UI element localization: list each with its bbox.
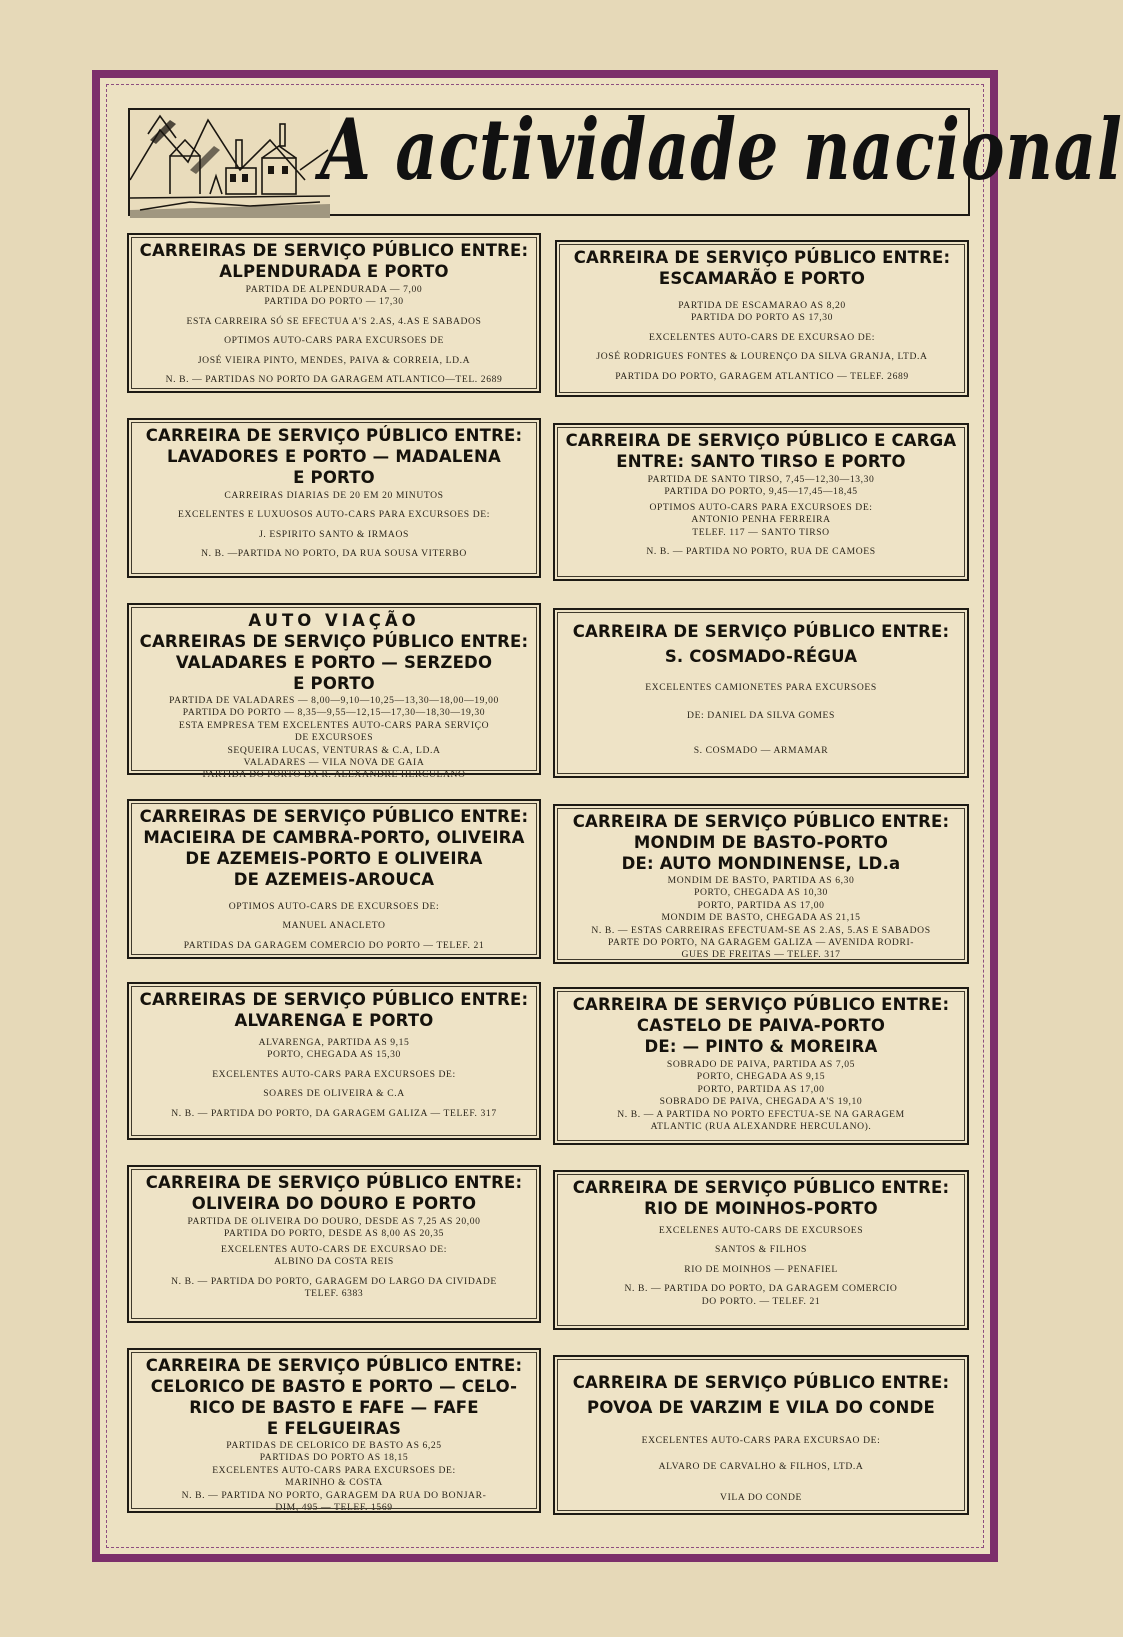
ad-text-line: DE: DANIEL DA SILVA GOMES (687, 710, 835, 722)
ad-text-line: PARTIDA DE SANTO TIRSO, 7,45—12,30—13,30 (647, 474, 875, 485)
ad-text-line: PORTO, CHEGADA AS 15,30 (267, 1049, 401, 1061)
ad-text-line: VILA DO CONDE (720, 1491, 802, 1503)
ad-text-line: JOSÉ RODRIGUES FONTES & LOURENÇO DA SILVA GRANJA, LTD.A (596, 351, 928, 363)
ad-text-line: J. ESPIRITO SANTO & IRMAOS (259, 528, 409, 540)
ad-text-line: N. B. — A PARTIDA NO PORTO EFECTUA-SE NA GARAGEM (617, 1108, 905, 1120)
ad-text-line: PARTIDA DO PORTO, 9,45—17,45—18,45 (664, 486, 858, 498)
ad-text-line: DIM, 495 — TELEF. 1569 (275, 1502, 393, 1514)
ad-text-line: DO PORTO. — TELEF. 21 (701, 1295, 821, 1307)
ad-text-line: ALVARENGA, PARTIDA AS 9,15 (258, 1037, 410, 1048)
ad-macieira-de-cambra-porto (127, 799, 541, 959)
ad-title-line: CARREIRAS DE SERVIÇO PÚBLICO ENTRE: (139, 632, 529, 651)
ad-text-line: EXCELENTES E LUXUOSOS AUTO-CARS PARA EXCURSOES DE: (178, 509, 490, 521)
ad-title-line: CARREIRA DE SERVIÇO PÚBLICO ENTRE: (572, 1178, 950, 1197)
ad-title-line: CARREIRA DE SERVIÇO PÚBLICO ENTRE: (572, 995, 950, 1014)
ad-escamarao-porto (555, 240, 969, 397)
ad-text-line: N. B. — PARTIDA NO PORTO, GARAGEM DA RUA DO BONJAR- (181, 1489, 487, 1501)
ad-text-line: PARTIDA DO PORTO AS 17,30 (690, 312, 834, 324)
ad-oliveira-do-douro-porto (127, 1165, 541, 1323)
ad-title-line: CASTELO DE PAIVA-PORTO (636, 1016, 886, 1035)
ad-text-line: OPTIMOS AUTO-CARS PARA EXCURSOES DE (224, 335, 444, 347)
ad-title-line: CARREIRA DE SERVIÇO PÚBLICO E CARGA (565, 431, 957, 450)
ad-text-line: EXCELENTES AUTO-CARS DE EXCURSAO DE: (220, 1243, 448, 1255)
ad-valadares-porto (127, 603, 541, 781)
ad-s-cosmado-regua (553, 608, 969, 778)
ad-text-line: EXCELENES AUTO-CARS DE EXCURSOES (658, 1225, 864, 1236)
ad-title-line: CARREIRA DE SERVIÇO PÚBLICO ENTRE: (572, 812, 950, 831)
ad-title-line: E PORTO (293, 674, 375, 693)
ad-text-line: PARTIDAS DE CELORICO DE BASTO AS 6,25 (226, 1440, 442, 1451)
ad-santo-tirso-porto (553, 423, 969, 581)
ad-text-line: SOARES DE OLIVEIRA & C.A (263, 1088, 405, 1100)
ad-text-line: EXCELENTES AUTO-CARS PARA EXCURSOES DE: (212, 1464, 456, 1476)
ad-title-line: VALADARES E PORTO — SERZEDO (175, 653, 493, 672)
ad-text-line: SEQUEIRA LUCAS, VENTURAS & C.A, LD.A (227, 744, 441, 756)
ad-text-line: PARTIDA DE ESCAMARAO AS 8,20 (678, 300, 846, 311)
ad-text-line: SOBRADO DE PAIVA, PARTIDA AS 7,05 (666, 1059, 856, 1070)
ad-title-line: E FELGUEIRAS (266, 1419, 402, 1438)
ad-text-line: JOSÉ VIEIRA PINTO, MENDES, PAIVA & CORREIA, LD.A (197, 354, 471, 366)
ad-text-line: PARTIDA DO PORTO, DESDE AS 8,00 AS 20,35 (223, 1228, 445, 1240)
ad-text-line: RIO DE MOINHOS — PENAFIEL (684, 1263, 838, 1275)
ad-text-line: GUES DE FREITAS — TELEF. 317 (681, 949, 841, 961)
ad-text-line: PARTIDAS DO PORTO AS 18,15 (259, 1452, 409, 1464)
ad-text-line: N. B. — ESTAS CARREIRAS EFECTUAM-SE AS 2.AS, 5.AS E SABADOS (591, 924, 931, 936)
ad-text-line: PARTIDA DO PORTO — 8,35—9,55—12,15—17,30—18,30—19,30 (182, 707, 486, 719)
ad-text-line: ESTA EMPRESA TEM EXCELENTES AUTO-CARS PARA SERVIÇO (178, 719, 490, 731)
ad-text-line: PARTIDA DE OLIVEIRA DO DOURO, DESDE AS 7,25 AS 20,00 (187, 1216, 481, 1227)
ad-mondim-de-basto-porto (553, 804, 969, 964)
ad-text-line: MONDIM DE BASTO, CHEGADA AS 21,15 (661, 912, 861, 924)
ad-title-line: MACIEIRA DE CAMBRA-PORTO, OLIVEIRA (143, 828, 525, 847)
ad-title-line: DE: AUTO MONDINENSE, LD.a (621, 854, 901, 873)
ad-title-line: CARREIRA DE SERVIÇO PÚBLICO ENTRE: (573, 248, 951, 267)
ad-title-line: CARREIRAS DE SERVIÇO PÚBLICO ENTRE: (139, 807, 529, 826)
ad-text-line: PARTE DO PORTO, NA GARAGEM GALIZA — AVENIDA RODRI- (607, 937, 915, 949)
ad-text-line: EXCELENTES AUTO-CARS PARA EXCURSOES DE: (212, 1068, 456, 1080)
ad-text-line: N. B. — PARTIDAS NO PORTO DA GARAGEM ATLANTICO—TEL. 2689 (165, 374, 503, 386)
ad-lavadores-porto (127, 418, 541, 578)
ad-text-line: TELEF. 117 — SANTO TIRSO (692, 526, 830, 538)
ad-text-line: MONDIM DE BASTO, PARTIDA AS 6,30 (667, 875, 855, 886)
ad-title-line: AUTO VIAÇÃO (248, 611, 420, 630)
ad-title-line: DE AZEMEIS-PORTO E OLIVEIRA (185, 849, 483, 868)
ad-text-line: OPTIMOS AUTO-CARS PARA EXCURSOES DE: (649, 501, 873, 513)
ad-text-line: ANTONIO PENHA FERREIRA (691, 514, 831, 526)
ad-title-line: OLIVEIRA DO DOURO E PORTO (191, 1194, 477, 1213)
ad-text-line: VALADARES — VILA NOVA DE GAIA (243, 757, 425, 769)
ad-text-line: ATLANTIC (RUA ALEXANDRE HERCULANO). (650, 1121, 872, 1133)
ad-povoa-de-varzim-vila-do-conde (553, 1355, 969, 1515)
ad-text-line: DE EXCURSOES (294, 732, 374, 744)
ad-text-line: PARTIDA DO PORTO — 17,30 (264, 296, 404, 308)
ad-text-line: N. B. — PARTIDA DO PORTO, DA GARAGEM GALIZA — TELEF. 317 (171, 1107, 497, 1119)
ad-title-line: CARREIRA DE SERVIÇO PÚBLICO ENTRE: (145, 1173, 523, 1192)
ad-text-line: PORTO, CHEGADA AS 9,15 (696, 1071, 826, 1083)
ad-title-line: CARREIRAS DE SERVIÇO PÚBLICO ENTRE: (139, 990, 529, 1009)
ad-title-line: ALVARENGA E PORTO (234, 1011, 434, 1030)
ad-title-line: DE: — PINTO & MOREIRA (644, 1037, 878, 1056)
ad-text-line: EXCELENTES CAMIONETES PARA EXCURSOES (645, 682, 877, 693)
ad-text-line: EXCELENTES AUTO-CARS DE EXCURSAO DE: (648, 331, 876, 343)
ad-alvarenga-porto (127, 982, 541, 1140)
ad-text-line: N. B. — PARTIDA DO PORTO, GARAGEM DO LARGO DA CIVIDADE (171, 1275, 497, 1287)
ad-text-line: MARINHO & COSTA (285, 1477, 383, 1489)
ad-text-line: ALVARO DE CARVALHO & FILHOS, LTD.A (658, 1461, 864, 1473)
ad-castelo-de-paiva-porto (553, 987, 969, 1145)
ad-title-line: MONDIM DE BASTO-PORTO (633, 833, 889, 852)
ad-title-line: POVOA DE VARZIM E VILA DO CONDE (587, 1398, 935, 1417)
ad-title-line: CARREIRA DE SERVIÇO PÚBLICO ENTRE: (145, 1356, 523, 1375)
masthead-title: A actividade nacional (320, 100, 1123, 199)
ad-title-line: RICO DE BASTO E FAFE — FAFE (189, 1398, 479, 1417)
ad-text-line: EXCELENTES AUTO-CARS PARA EXCURSAO DE: (641, 1435, 881, 1446)
ad-title-line: E PORTO (293, 468, 375, 487)
ad-title-line: CARREIRA DE SERVIÇO PÚBLICO ENTRE: (572, 1373, 950, 1392)
ad-alpendurada-porto (127, 233, 541, 393)
ad-text-line: PARTIDA DO PORTO DA R. ALEXANDRE HERCULANO (202, 769, 466, 781)
ad-text-line: N. B. — PARTIDA DO PORTO, DA GARAGEM COMERCIO (624, 1283, 898, 1295)
ad-celorico-de-basto-porto (127, 1348, 541, 1513)
ad-text-line: PORTO, PARTIDA AS 17,00 (697, 1083, 825, 1095)
ad-text-line: N. B. —PARTIDA NO PORTO, DA RUA SOUSA VITERBO (201, 548, 467, 560)
ad-title-line: ESCAMARÃO E PORTO (658, 269, 866, 288)
ad-text-line: PARTIDA DO PORTO, GARAGEM ATLANTICO — TELEF. 2689 (615, 370, 909, 382)
ad-text-line: MANUEL ANACLETO (282, 920, 386, 932)
masthead (128, 100, 1123, 216)
ad-text-line: PARTIDA DE ALPENDURADA — 7,00 (245, 284, 423, 295)
ad-text-line: PARTIDA DE VALADARES — 8,00—9,10—10,25—13,30—18,00—19,00 (169, 695, 499, 706)
ad-text-line: SOBRADO DE PAIVA, CHEGADA A'S 19,10 (659, 1096, 863, 1108)
ad-text-line: N. B. — PARTIDA NO PORTO, RUA DE CAMOES (646, 546, 876, 558)
ad-text-line: S. COSMADO — ARMAMAR (693, 744, 829, 756)
ad-text-line: PORTO, CHEGADA AS 10,30 (694, 887, 828, 899)
ad-text-line: SANTOS & FILHOS (715, 1244, 807, 1256)
ad-text-line: OPTIMOS AUTO-CARS DE EXCURSOES DE: (228, 901, 440, 912)
ad-title-line: CARREIRA DE SERVIÇO PÚBLICO ENTRE: (572, 622, 950, 641)
ad-title-line: S. COSMADO-RÉGUA (664, 647, 858, 666)
ad-title-line: RIO DE MOINHOS-PORTO (644, 1199, 878, 1218)
ad-title-line: CARREIRAS DE SERVIÇO PÚBLICO ENTRE: (139, 241, 529, 260)
ad-rio-de-moinhos-porto (553, 1170, 969, 1330)
ad-title-line: DE AZEMEIS-AROUCA (233, 870, 435, 889)
ad-title-line: CARREIRA DE SERVIÇO PÚBLICO ENTRE: (145, 426, 523, 445)
industrial-landscape-illustration (130, 110, 330, 218)
ad-title-line: ALPENDURADA E PORTO (219, 262, 449, 281)
ad-title-line: ENTRE: SANTO TIRSO E PORTO (616, 452, 906, 471)
ad-text-line: PORTO, PARTIDA AS 17,00 (697, 899, 825, 911)
ad-text-line: CARREIRAS DIARIAS DE 20 EM 20 MINUTOS (224, 490, 444, 501)
ad-text-line: ESTA CARREIRA SÓ SE EFECTUA A'S 2.AS, 4.AS E SABADOS (186, 315, 482, 327)
ad-text-line: PARTIDAS DA GARAGEM COMERCIO DO PORTO — TELEF. 21 (183, 939, 485, 951)
ad-title-line: CELORICO DE BASTO E PORTO — CELO- (150, 1377, 518, 1396)
ad-text-line: TELEF. 6383 (304, 1288, 364, 1300)
ad-title-line: LAVADORES E PORTO — MADALENA (167, 447, 501, 466)
ad-text-line: ALBINO DA COSTA REIS (274, 1256, 394, 1268)
